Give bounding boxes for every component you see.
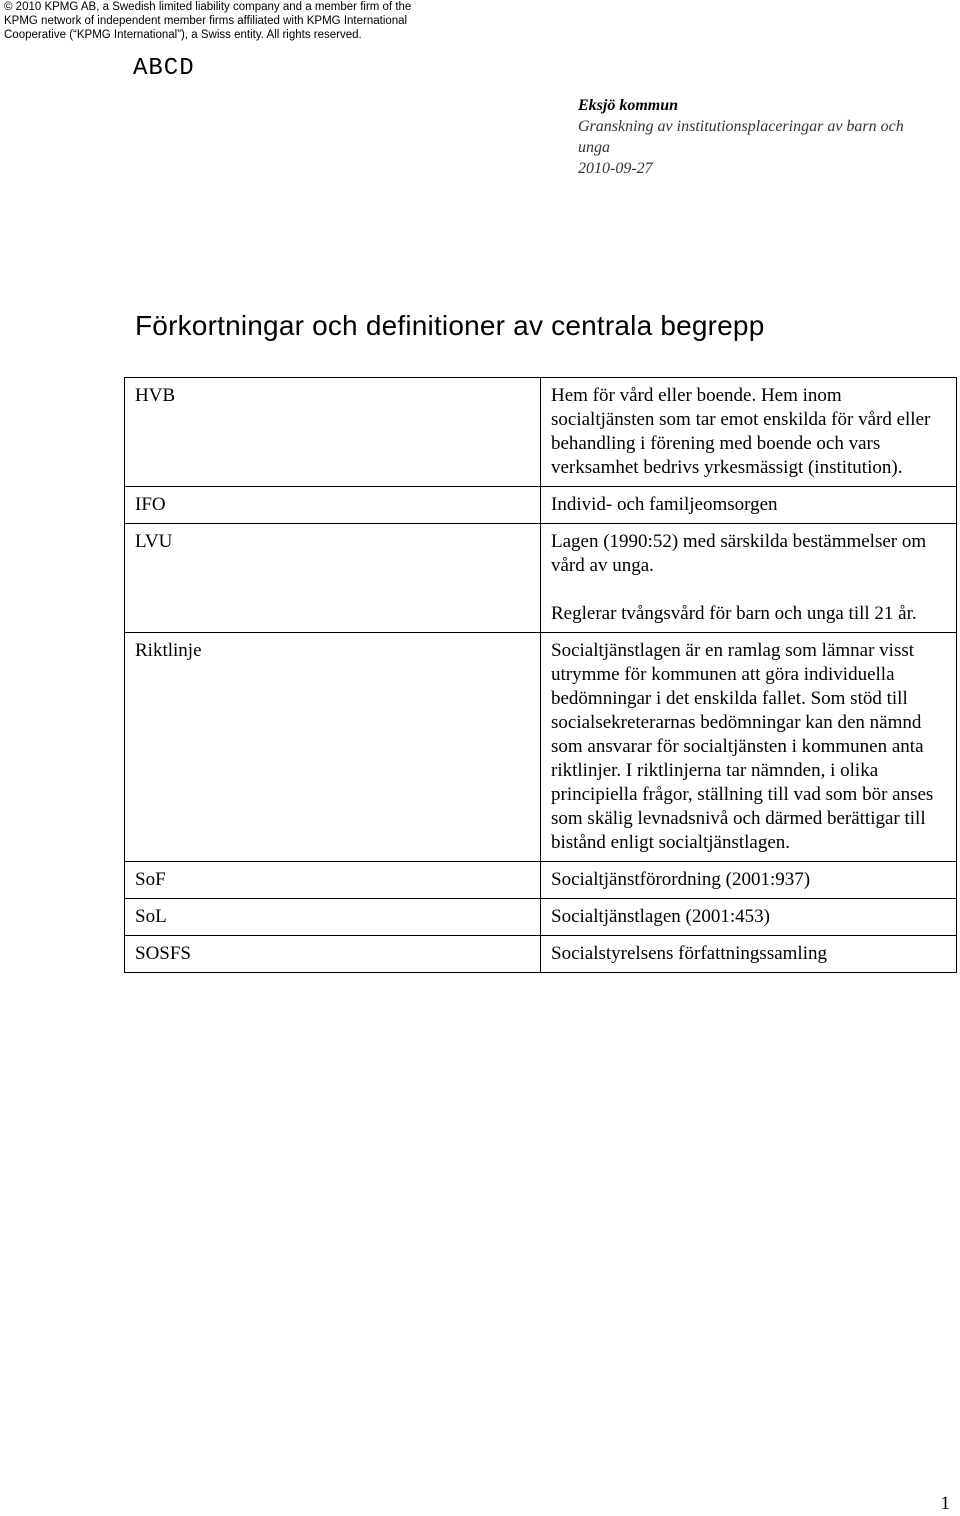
table-row [125, 524, 957, 633]
table-row [125, 936, 957, 973]
term-abbreviation: LVU [125, 524, 541, 633]
definition-paragraph: Hem för vård eller boende. Hem inom socialtjänsten som tar emot enskilda för vård eller behandling i förening med boende och vars verksamhet bedrivs yrkesmässigt (institution). [551, 385, 931, 478]
definition-paragraph: Lagen (1990:52) med särskilda bestämmelser om vård av unga. [551, 531, 927, 576]
page-title: Förkortningar och definitioner av centrala begrepp [135, 310, 765, 341]
report-title: Granskning av institutionsplaceringar av barn och unga [578, 118, 904, 156]
table-row [125, 862, 957, 899]
document-meta [578, 95, 938, 179]
definition-paragraph: Socialtjänstlagen (2001:453) [551, 906, 770, 927]
term-definition [541, 936, 957, 973]
term-abbreviation: IFO [125, 487, 541, 524]
term-abbreviation: HVB [125, 378, 541, 487]
table-row [125, 378, 957, 487]
page-number: 1 [940, 1493, 950, 1514]
term-abbreviation: SoF [125, 862, 541, 899]
definition-paragraph: Socialstyrelsens författningssamling [551, 943, 827, 964]
term-definition [541, 899, 957, 936]
copyright-notice: © 2010 KPMG AB, a Swedish limited liability company and a member firm of the KPMG network of independent member firms affiliated with KPMG International Cooperative (“KPMG International”), a Swiss entity. All rights reserved. [4, 1, 412, 41]
report-date: 2010-09-27 [578, 160, 653, 177]
term-definition [541, 487, 957, 524]
table-row [125, 487, 957, 524]
table-row [125, 633, 957, 862]
definition-paragraph: Individ- och familjeomsorgen [551, 494, 778, 515]
definition-paragraph: Socialtjänstlagen är en ramlag som lämnar visst utrymme för kommunen att göra individuella bedömningar i det enskilda fallet. Som stöd till socialsekreterarnas bedömningar kan den nämnd som ansvarar för socialtjänsten i kommunen anta riktlinjer. I riktlinjerna tar nämnden, i olika principiella frågor, ställning till vad som bör anses som skälig levnadsnivå och därmed berättigar till bistånd enligt socialtjänstlagen. [551, 640, 934, 853]
term-abbreviation: Riktlinje [125, 633, 541, 862]
definition-paragraph: Socialtjänstförordning (2001:937) [551, 869, 811, 890]
abbreviations-table [124, 377, 957, 973]
term-definition [541, 862, 957, 899]
table-row [125, 899, 957, 936]
term-abbreviation: SoL [125, 899, 541, 936]
definition-paragraph: Reglerar tvångsvård för barn och unga till 21 år. [551, 603, 917, 624]
company-logo: ABCD [133, 55, 195, 82]
term-definition [541, 378, 957, 487]
term-abbreviation: SOSFS [125, 936, 541, 973]
organization-name: Eksjö kommun [578, 97, 679, 114]
term-definition [541, 524, 957, 633]
term-definition [541, 633, 957, 862]
